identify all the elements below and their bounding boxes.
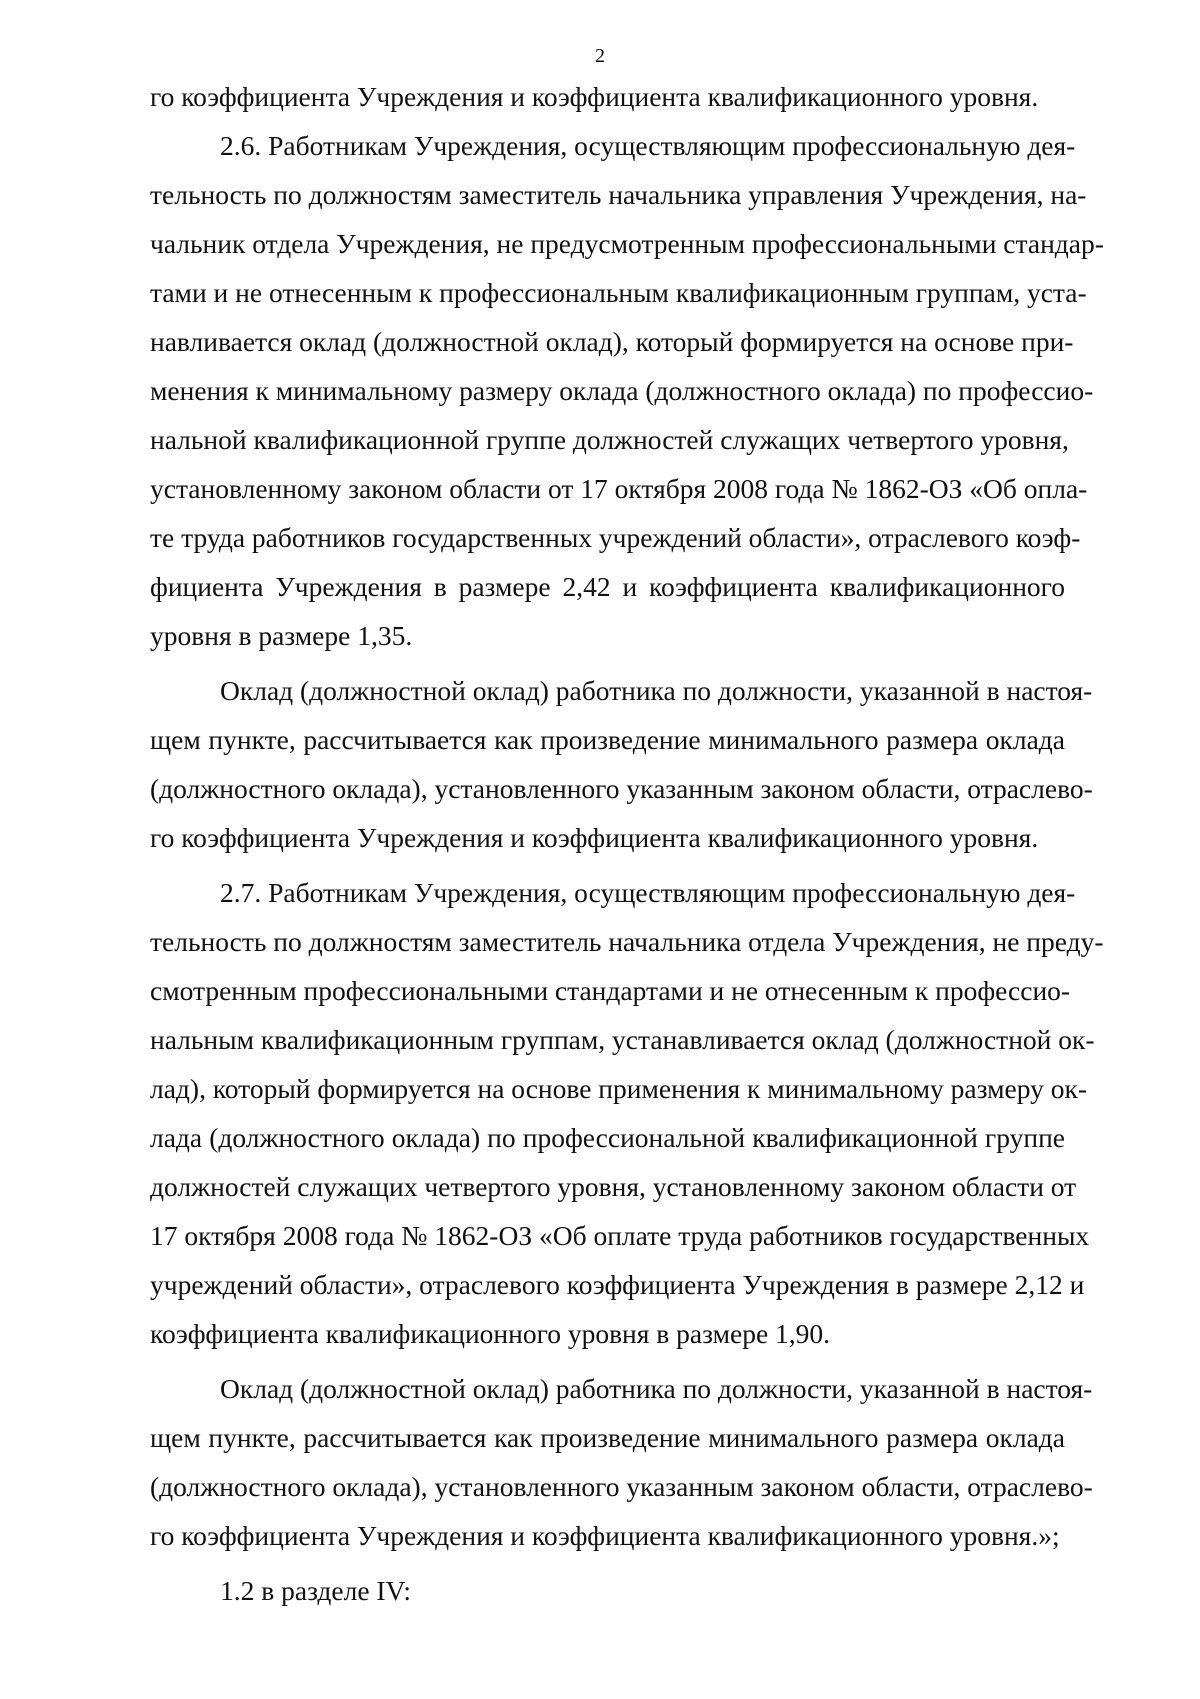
text-line: коэффициента квалификационного уровня в размере 1,90. [150, 1318, 831, 1349]
text-line: уровня в размере 1,35. [150, 620, 413, 651]
text-line: 1.2 в разделе IV: [220, 1575, 412, 1606]
text-line: лада (должностного оклада) по профессиональной квалификационной группе [150, 1122, 1065, 1153]
text-line: чальник отдела Учреждения, не предусмотренным профессиональными стандар- [150, 228, 1104, 259]
text-line: Оклад (должностной оклад) работника по должности, указанной в настоя- [220, 675, 1093, 706]
paragraph [150, 121, 1104, 660]
text-line: 2.6. Работникам Учреждения, осуществляющим профессиональную дея- [220, 130, 1076, 161]
paragraph [150, 72, 1065, 121]
text-line: нальным квалификационным группам, устанавливается оклад (должностной ок- [150, 1024, 1095, 1055]
text-line: тельность по должностям заместитель начальника отдела Учреждения, не преду- [150, 926, 1104, 957]
text-line: го коэффициента Учреждения и коэффициента квалификационного уровня. [150, 81, 1039, 112]
text-line: щем пункте, рассчитывается как произведение минимального размера оклада [150, 1422, 1065, 1453]
text-line: го коэффициента Учреждения и коэффициента квалификационного уровня. [150, 822, 1039, 853]
text-line: фициента Учреждения в размере 2,42 и коэффициента квалификационного [150, 571, 1065, 602]
text-line: нальной квалификационной группе должностей служащих четвертого уровня, [150, 424, 1069, 455]
text-line: навливается оклад (должностной оклад), который формируется на основе при- [150, 326, 1074, 357]
text-line: тами и не отнесенным к профессиональным квалификационным группам, уста- [150, 277, 1087, 308]
text-line: те труда работников государственных учреждений области», отраслевого коэф- [150, 522, 1081, 553]
text-line: 17 октября 2008 года № 1862-ОЗ «Об оплате труда работников государственных [150, 1220, 1090, 1251]
paragraph [150, 1364, 1093, 1560]
text-line: должностей служащих четвертого уровня, установленному законом области от [150, 1171, 1077, 1202]
paragraph [150, 666, 1093, 862]
text-line: учреждений области», отраслевого коэффициента Учреждения в размере 2,12 и [150, 1269, 1085, 1300]
text-line: щем пункте, рассчитывается как произведение минимального размера оклада [150, 724, 1065, 755]
text-line: установленному законом области от 17 октября 2008 года № 1862-ОЗ «Об опла- [150, 473, 1088, 504]
text-line: тельность по должностям заместитель начальника управления Учреждения, на- [150, 179, 1087, 210]
page-number: 2 [595, 45, 605, 67]
text-line: Оклад (должностной оклад) работника по должности, указанной в настоя- [220, 1373, 1093, 1404]
text-line: го коэффициента Учреждения и коэффициента квалификационного уровня.»; [150, 1520, 1060, 1551]
document-body [150, 72, 1104, 1615]
paragraph [150, 868, 1104, 1358]
text-line: 2.7. Работникам Учреждения, осуществляющим профессиональную дея- [220, 877, 1076, 908]
text-line: (должностного оклада), установленного указанным законом области, отраслево- [150, 773, 1093, 804]
text-line: лад), который формируется на основе применения к минимальному размеру ок- [150, 1073, 1087, 1104]
text-line: (должностного оклада), установленного указанным законом области, отраслево- [150, 1471, 1093, 1502]
text-line: менения к минимальному размеру оклада (должностного оклада) по профессио- [150, 375, 1094, 406]
text-line: смотренным профессиональными стандартами и не отнесенным к профессио- [150, 975, 1071, 1006]
paragraph [150, 1566, 1065, 1615]
